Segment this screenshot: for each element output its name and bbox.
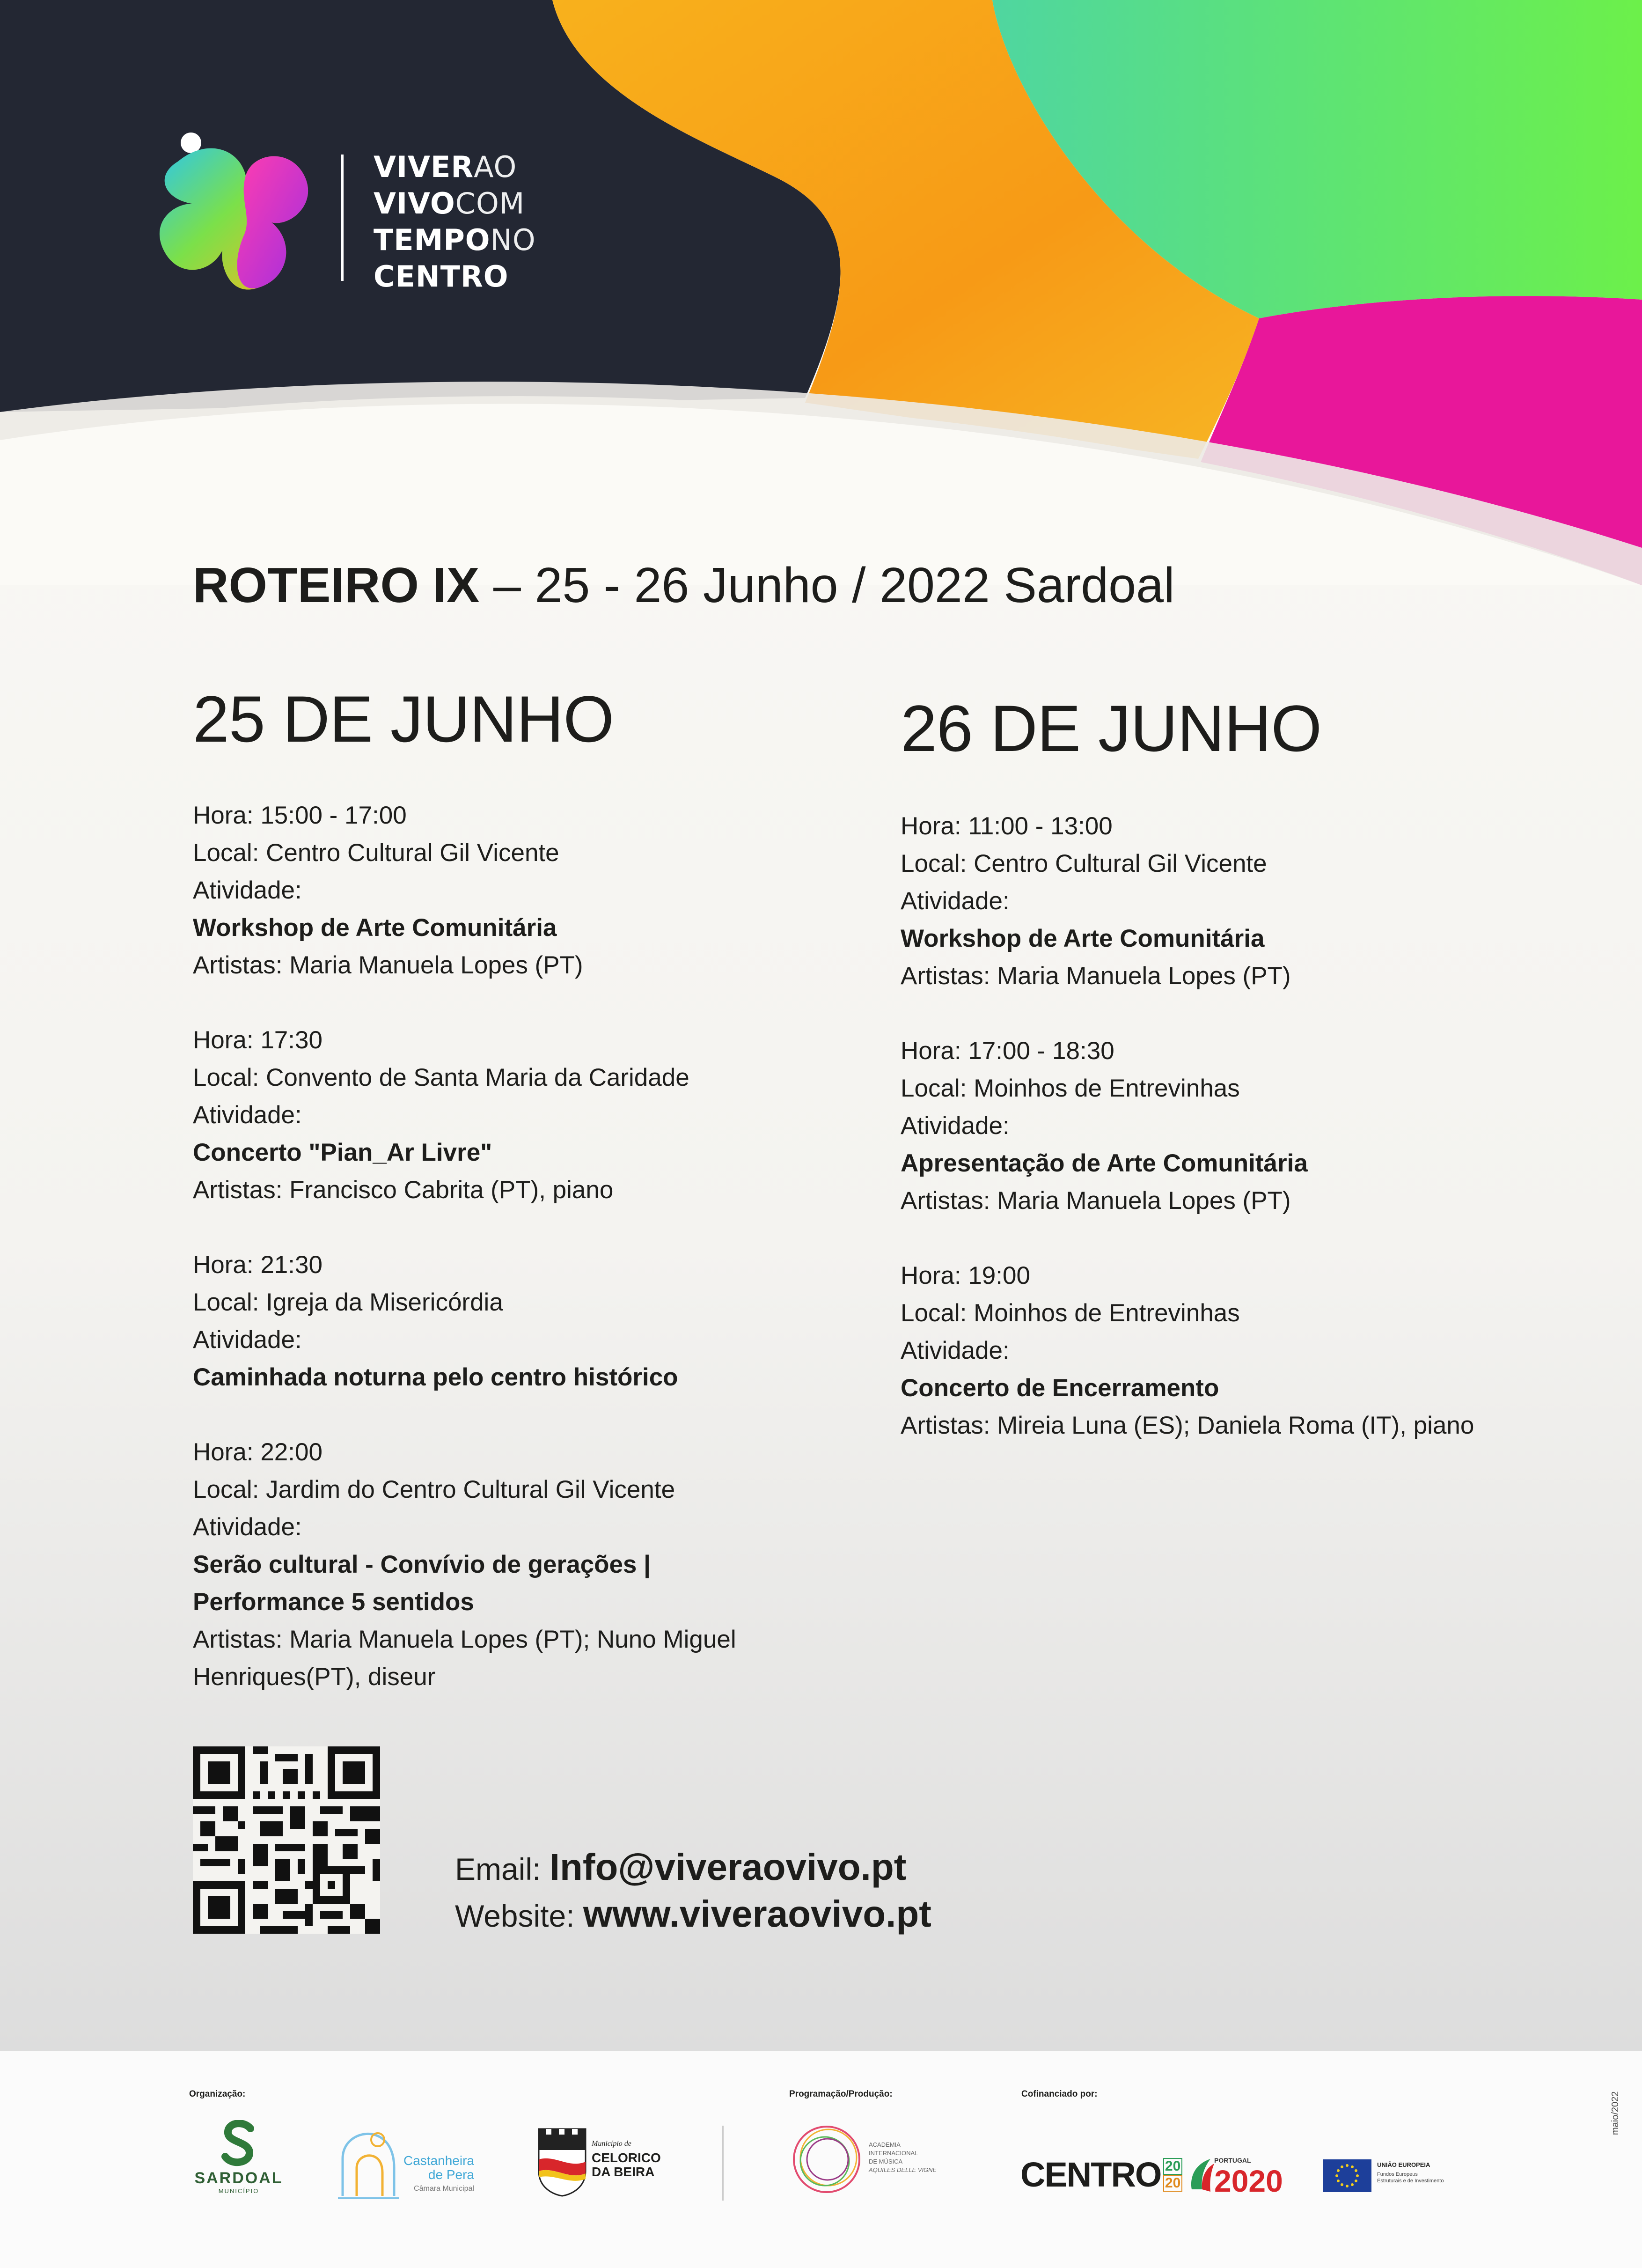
event-activity: Workshop de Arte Comunitária [193,914,557,942]
event-activity: Concerto de Encerramento [901,1374,1219,1402]
footer [0,2051,1642,2268]
eu-line1: Fundos Europeus [1377,2172,1418,2177]
event-artists: Artistas: Maria Manuela Lopes (PT); Nuno Miguel [193,1626,736,1653]
event-artists: Artistas: Francisco Cabrita (PT), piano [193,1176,614,1204]
eu-title: UNIÃO EUROPEIA [1377,2161,1430,2168]
event-location: Local: Moinhos de Entrevinhas [901,1075,1240,1102]
portugal-small: PORTUGAL [1214,2157,1251,2164]
academia-circles-icon [789,2122,864,2197]
programacao-label: Programação/Produção: [789,2089,893,2099]
academia-l4: AQUILES DELLE VIGNE [869,2166,937,2173]
sardoal-logo [185,2120,293,2200]
brand-line: TEMPONO [374,223,536,257]
event-item [901,1257,1474,1444]
event-time: Hora: 17:30 [193,1026,323,1054]
website-row: Website: www.viveraovivo.pt [455,1893,931,1935]
event-activity-label: Atividade: [901,1112,1010,1140]
print-date: maio/2022 [1610,2091,1620,2135]
event-activity: Serão cultural - Convívio de gerações | [193,1551,651,1578]
event-activity-label: Atividade: [901,1337,1010,1364]
event-location: Local: Centro Cultural Gil Vicente [901,850,1267,877]
event-activity: Workshop de Arte Comunitária [901,925,1265,952]
centro-num-top: 20 [1163,2158,1182,2175]
event-location: Local: Igreja da Misericórdia [193,1289,503,1316]
day-heading: 25 DE JUNHO [193,682,614,756]
event-time: Hora: 19:00 [901,1262,1030,1289]
event-activity-label: Atividade: [193,1101,302,1129]
castanheira-emblem-icon [333,2121,403,2201]
event-time: Hora: 22:00 [193,1438,323,1466]
event-time: Hora: 15:00 - 17:00 [193,802,407,829]
footer-divider [722,2126,724,2201]
cofinanciado-label: Cofinanciado por: [1021,2089,1098,2099]
event-activity-label: Atividade: [193,876,302,904]
event-location: Local: Moinhos de Entrevinhas [901,1299,1240,1327]
academia-l2: INTERNACIONAL [869,2150,918,2157]
centro-text: CENTRO [1020,2155,1161,2194]
castanheira-line2: de Pera [428,2167,474,2182]
sardoal-sub: MUNICÍPIO [218,2187,259,2194]
day-heading: 26 DE JUNHO [901,692,1322,765]
celorico-line1: CELORICO [592,2150,661,2165]
website-link[interactable]: www.viveraovivo.pt [583,1893,931,1935]
qr-code[interactable] [193,1746,380,1934]
portugal-big: 2020 [1214,2164,1283,2198]
eu-flag-icon [1323,2159,1371,2192]
event-time: Hora: 21:30 [193,1251,323,1279]
portugal2020-logo [1187,2155,1304,2197]
day-events-list [901,808,1474,1482]
event-time: Hora: 11:00 - 13:00 [901,812,1113,840]
event-item [193,797,736,984]
contact-info [455,1845,931,1938]
event-item [901,1032,1474,1220]
brand-line: CENTRO [374,259,509,294]
brand-symbol-icon [136,110,342,316]
event-activity-label: Atividade: [193,1326,302,1354]
event-artists: Artistas: Maria Manuela Lopes (PT) [193,951,583,979]
centro2020-logo [1020,2155,1181,2197]
celorico-small: Município de [592,2140,631,2148]
event-activity-label: Atividade: [901,887,1010,915]
organizacao-label: Organização: [189,2089,246,2099]
event-activity: Concerto "Pian_Ar Livre" [193,1139,492,1166]
celorico-line2: DA BEIRA [592,2165,655,2179]
event-location: Local: Convento de Santa Maria da Caridade [193,1064,689,1091]
day-events-list [193,797,736,1733]
castanheira-logo [333,2121,492,2205]
event-item [901,808,1474,995]
castanheira-line1: Castanheira [403,2153,474,2168]
event-activity-label: Atividade: [193,1513,302,1541]
email-link[interactable]: Info@viveraovivo.pt [549,1846,907,1888]
event-location: Local: Jardim do Centro Cultural Gil Vicente [193,1476,675,1503]
centro-num-bottom: 20 [1163,2175,1182,2192]
celorico-shield-icon [536,2127,588,2197]
page-title: ROTEIRO IX – 25 - 26 Junho / 2022 Sardoal [193,558,1175,613]
brand-line: VIVERAO [374,150,517,184]
event-artists: Artistas: Maria Manuela Lopes (PT) [901,1187,1291,1215]
event-time: Hora: 17:00 - 18:30 [901,1037,1114,1065]
event-item [193,1022,736,1209]
brand-line: VIVOCOM [374,186,525,221]
eu-line2: Estruturais e de Investimento [1377,2178,1444,2184]
academia-logo [789,2122,967,2202]
event-artists: Henriques(PT), diseur [193,1663,436,1691]
castanheira-sub: Câmara Municipal [414,2185,474,2193]
academia-l1: ACADEMIA [869,2141,901,2148]
brand-wordmark [374,149,536,295]
event-item [193,1434,736,1696]
event-artists: Artistas: Maria Manuela Lopes (PT) [901,962,1291,990]
event-activity: Performance 5 sentidos [193,1588,474,1616]
celorico-logo [536,2127,661,2202]
academia-l3: DE MÚSICA [869,2158,903,2165]
sardoal-s-icon [218,2120,260,2167]
email-row: Email: Info@viveraovivo.pt [455,1846,907,1888]
portugal-flag-icon [1187,2157,1215,2194]
event-activity: Caminhada noturna pelo centro histórico [193,1363,678,1391]
eu-logo [1323,2159,1459,2197]
event-artists: Artistas: Mireia Luna (ES); Daniela Roma (IT), piano [901,1412,1474,1439]
event-location: Local: Centro Cultural Gil Vicente [193,839,559,867]
header-banner [0,0,1642,585]
sardoal-name: SARDOAL [194,2169,283,2187]
event-activity: Apresentação de Arte Comunitária [901,1149,1308,1177]
brand-divider [341,155,344,281]
event-item [193,1246,736,1396]
